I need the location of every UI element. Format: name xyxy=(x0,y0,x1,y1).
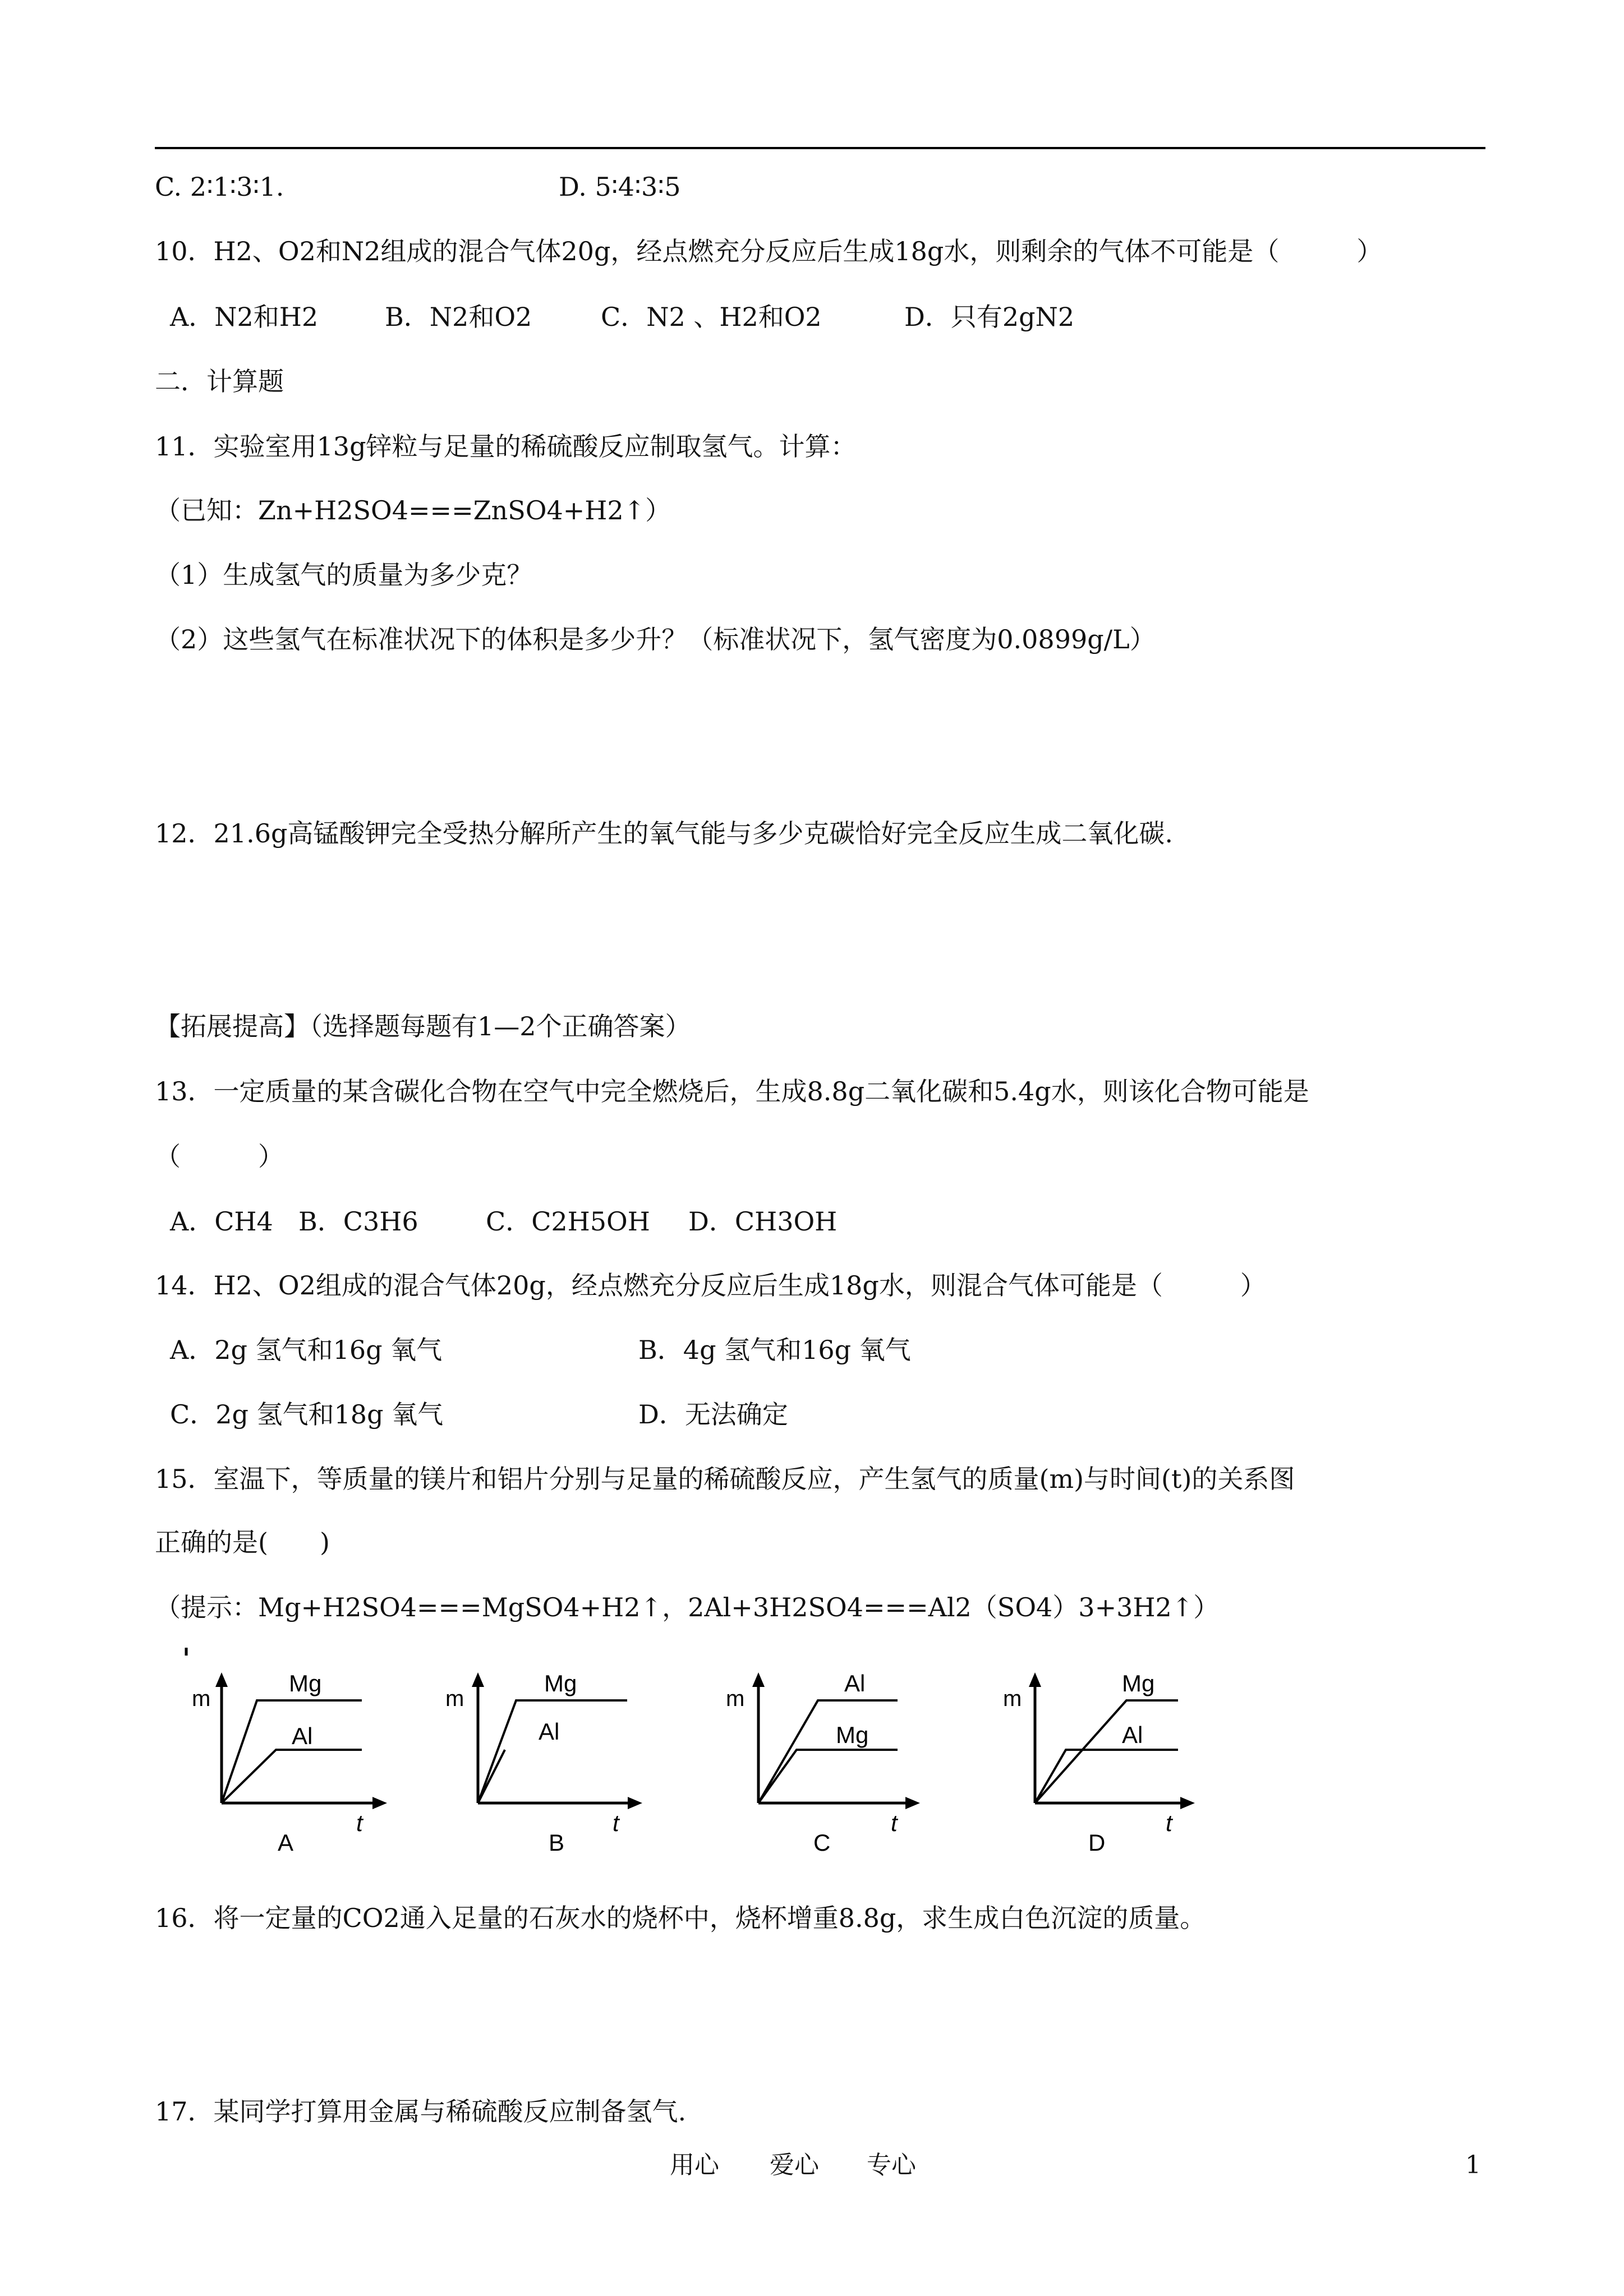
top-option-d: D. 5∶4∶3∶5 xyxy=(559,172,681,202)
graph-c-lower-label: Mg xyxy=(836,1722,869,1748)
footer-word-1: 用心 xyxy=(670,2151,719,2179)
graph-c-upper-label: Al xyxy=(844,1670,866,1696)
graph-a xyxy=(192,1670,387,1856)
graph-c-caption: C xyxy=(813,1829,831,1856)
q14-option-c: C．2g 氢气和18g 氧气 xyxy=(170,1399,444,1430)
footer-word-3: 专心 xyxy=(867,2151,916,2179)
graph-b-upper-label: Mg xyxy=(544,1670,577,1696)
q13-option-c: C．C2H5OH xyxy=(486,1206,650,1237)
q12-stem: 12．21.6g高锰酸钾完全受热分解所产生的氧气能与多少克碳恰好完全反应生成二氧化碳. xyxy=(155,818,1174,849)
q14-option-b: B．4g 氢气和16g 氧气 xyxy=(638,1335,911,1365)
page-number: 1 xyxy=(1465,2151,1481,2179)
q10-option-d: D．只有2gN2 xyxy=(904,302,1075,332)
q13-option-d: D．CH3OH xyxy=(688,1206,838,1237)
header-rule xyxy=(155,147,1485,149)
top-option-c: C. 2∶1∶3∶1. xyxy=(155,172,284,202)
graph-d xyxy=(1003,1670,1195,1856)
graph-a-upper-label: Mg xyxy=(289,1670,322,1696)
q11-part1: （1）生成氢气的质量为多少克？ xyxy=(155,560,533,590)
q14-option-d: D．无法确定 xyxy=(638,1399,788,1430)
q10-option-a: A．N2和H2 xyxy=(170,302,319,332)
q17-stem: 17．某同学打算用金属与稀硫酸反应制备氢气. xyxy=(155,2096,687,2127)
graph-b-lower-label: Al xyxy=(539,1718,560,1745)
q15-hint: （提示：Mg+H2SO4===MgSO4+H2↑，2Al+3H2SO4===Al2（SO4）3+3H2↑） xyxy=(155,1592,1220,1622)
q10-stem: 10．H2、O2和N2组成的混合气体20g，经点燃充分反应后生成18g水，则剩余的气体不可能是（ ） xyxy=(155,236,1383,266)
q13-paren: （ ） xyxy=(155,1141,284,1172)
q11-given: （已知：Zn+H2SO4===ZnSO4+H2↑） xyxy=(155,495,671,525)
footer-word-2: 爱心 xyxy=(770,2151,819,2179)
graph-a-x-label: t xyxy=(356,1810,363,1836)
extension-header: 【拓展提高】（选择题每题有1—2个正确答案） xyxy=(155,1011,691,1041)
graph-a-caption: A xyxy=(278,1829,294,1856)
graph-b-caption: B xyxy=(549,1829,565,1856)
q15-stem-line2: 正确的是( ) xyxy=(155,1527,330,1557)
q13-option-b: B．C3H6 xyxy=(298,1206,418,1237)
q16-stem: 16．将一定量的CO2通入足量的石灰水的烧杯中，烧杯增重8.8g，求生成白色沉淀的质量。 xyxy=(155,1903,1206,1933)
graph-c-y-label: m xyxy=(726,1686,745,1711)
q11-stem: 11．实验室用13g锌粒与足量的稀硫酸反应制取氢气。计算： xyxy=(155,431,857,462)
graph-c-x-label: t xyxy=(891,1810,898,1836)
q15-stem-line1: 15．室温下，等质量的镁片和铝片分别与足量的稀硫酸反应，产生氢气的质量(m)与时间(t)的关系图 xyxy=(155,1464,1295,1494)
section-title: 二．计算题 xyxy=(155,366,284,397)
graph-d-upper-label: Mg xyxy=(1122,1670,1155,1696)
graph-d-caption: D xyxy=(1088,1829,1106,1856)
q15-graphs xyxy=(174,1643,1217,1862)
q13-stem: 13．一定质量的某含碳化合物在空气中完全燃烧后，生成8.8g二氧化碳和5.4g水，则该化合物可能是 xyxy=(155,1076,1309,1106)
q14-stem: 14．H2、O2组成的混合气体20g，经点燃充分反应后生成18g水，则混合气体可能是（ ） xyxy=(155,1270,1266,1301)
graph-a-lower-label: Al xyxy=(292,1723,313,1749)
graph-b-x-label: t xyxy=(613,1810,619,1836)
q10-option-b: B．N2和O2 xyxy=(385,302,532,332)
graph-c xyxy=(726,1670,920,1856)
graph-b-y-label: m xyxy=(445,1686,464,1711)
q14-option-a: A．2g 氢气和16g 氧气 xyxy=(170,1335,443,1365)
q10-option-c: C．N2 、H2和O2 xyxy=(601,302,822,332)
graph-d-lower-label: Al xyxy=(1122,1722,1143,1748)
graph-d-y-label: m xyxy=(1003,1686,1022,1711)
graph-a-y-label: m xyxy=(192,1686,211,1711)
q13-option-a: A．CH4 xyxy=(170,1206,273,1237)
q11-part2: （2）这些氢气在标准状况下的体积是多少升？（标准状况下，氢气密度为0.0899g/L） xyxy=(155,624,1156,654)
graph-b xyxy=(445,1670,642,1856)
graph-d-x-label: t xyxy=(1166,1810,1172,1836)
